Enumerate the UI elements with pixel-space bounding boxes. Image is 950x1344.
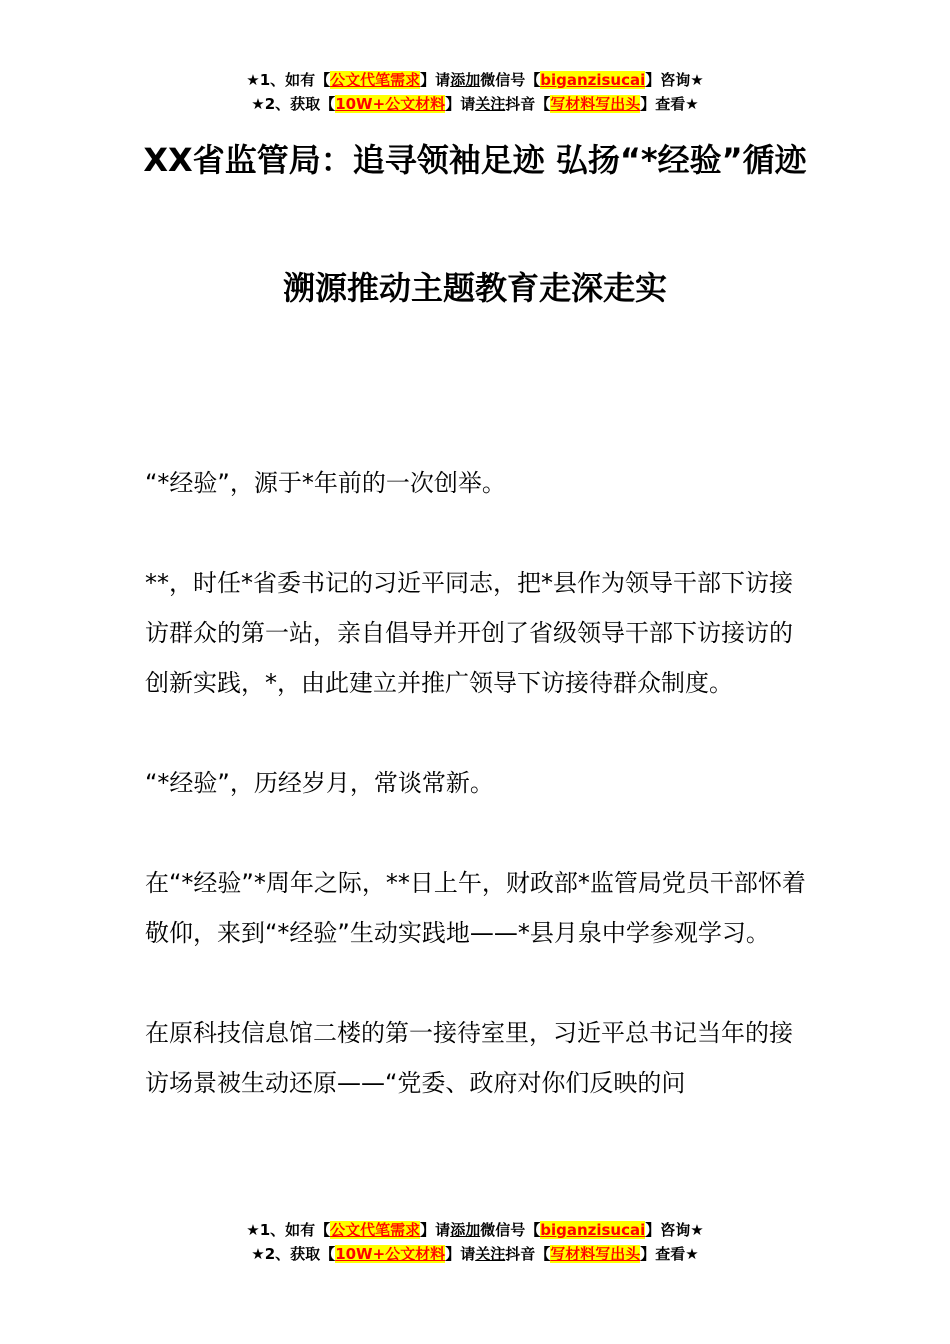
document-body: [145, 458, 810, 1158]
banner-text: 抖音【: [505, 1245, 551, 1263]
banner-underline: 关注: [475, 1245, 506, 1263]
banner-highlight: biganzisucai: [540, 1221, 646, 1239]
footer-banner: [0, 1218, 950, 1266]
banner-text: 】查看★: [640, 95, 699, 113]
banner-text: ★2、获取【: [251, 1245, 336, 1263]
banner-highlight: biganzisucai: [540, 71, 646, 89]
banner-text: 】请: [445, 1245, 476, 1263]
banner-line-2: [0, 1242, 950, 1266]
banner-highlight: 公文代笔需求: [330, 1221, 421, 1239]
banner-highlight: 写材料写出头: [550, 1245, 641, 1263]
banner-text: ★1、如有【: [246, 71, 331, 89]
banner-underline: 关注: [475, 95, 506, 113]
paragraph: 在“*经验”*周年之际，**日上午，财政部*监管局党员干部怀着敬仰，来到“*经验”生动实践地——*县月泉中学参观学习。: [145, 869, 806, 947]
paragraph: **，时任*省委书记的习近平同志，把*县作为领导干部下访接访群众的第一站，亲自倡导并开创了省级领导干部下访接访的创新实践，*，由此建立并推广领导下访接待群众制度。: [145, 569, 793, 697]
banner-line-1: [0, 68, 950, 92]
banner-text: 】请: [445, 95, 476, 113]
banner-text: 抖音【: [505, 95, 551, 113]
banner-line-1: [0, 1218, 950, 1242]
banner-text: 】请: [420, 71, 451, 89]
banner-text: 微信号【: [480, 71, 541, 89]
banner-text: 】咨询★: [645, 71, 704, 89]
banner-text: ★1、如有【: [246, 1221, 331, 1239]
banner-highlight: 10W+公文材料: [335, 95, 446, 113]
banner-underline: 添加: [450, 71, 481, 89]
paragraph: “*经验”，历经岁月，常谈常新。: [145, 769, 494, 797]
paragraph: “*经验”，源于*年前的一次创举。: [145, 469, 506, 497]
banner-text: 】咨询★: [645, 1221, 704, 1239]
banner-text: ★2、获取【: [251, 95, 336, 113]
banner-highlight: 公文代笔需求: [330, 71, 421, 89]
banner-text: 】查看★: [640, 1245, 699, 1263]
banner-highlight: 写材料写出头: [550, 95, 641, 113]
document-title: XX省监管局：追寻领袖足迹 弘扬“*经验”循迹溯源推动主题教育走深走实: [143, 141, 807, 307]
banner-highlight: 10W+公文材料: [335, 1245, 446, 1263]
banner-underline: 添加: [450, 1221, 481, 1239]
paragraph: 在原科技信息馆二楼的第一接待室里，习近平总书记当年的接访场景被生动还原——“党委、政府对你们反映的问: [145, 1019, 793, 1097]
banner-text: 微信号【: [480, 1221, 541, 1239]
banner-text: 】请: [420, 1221, 451, 1239]
